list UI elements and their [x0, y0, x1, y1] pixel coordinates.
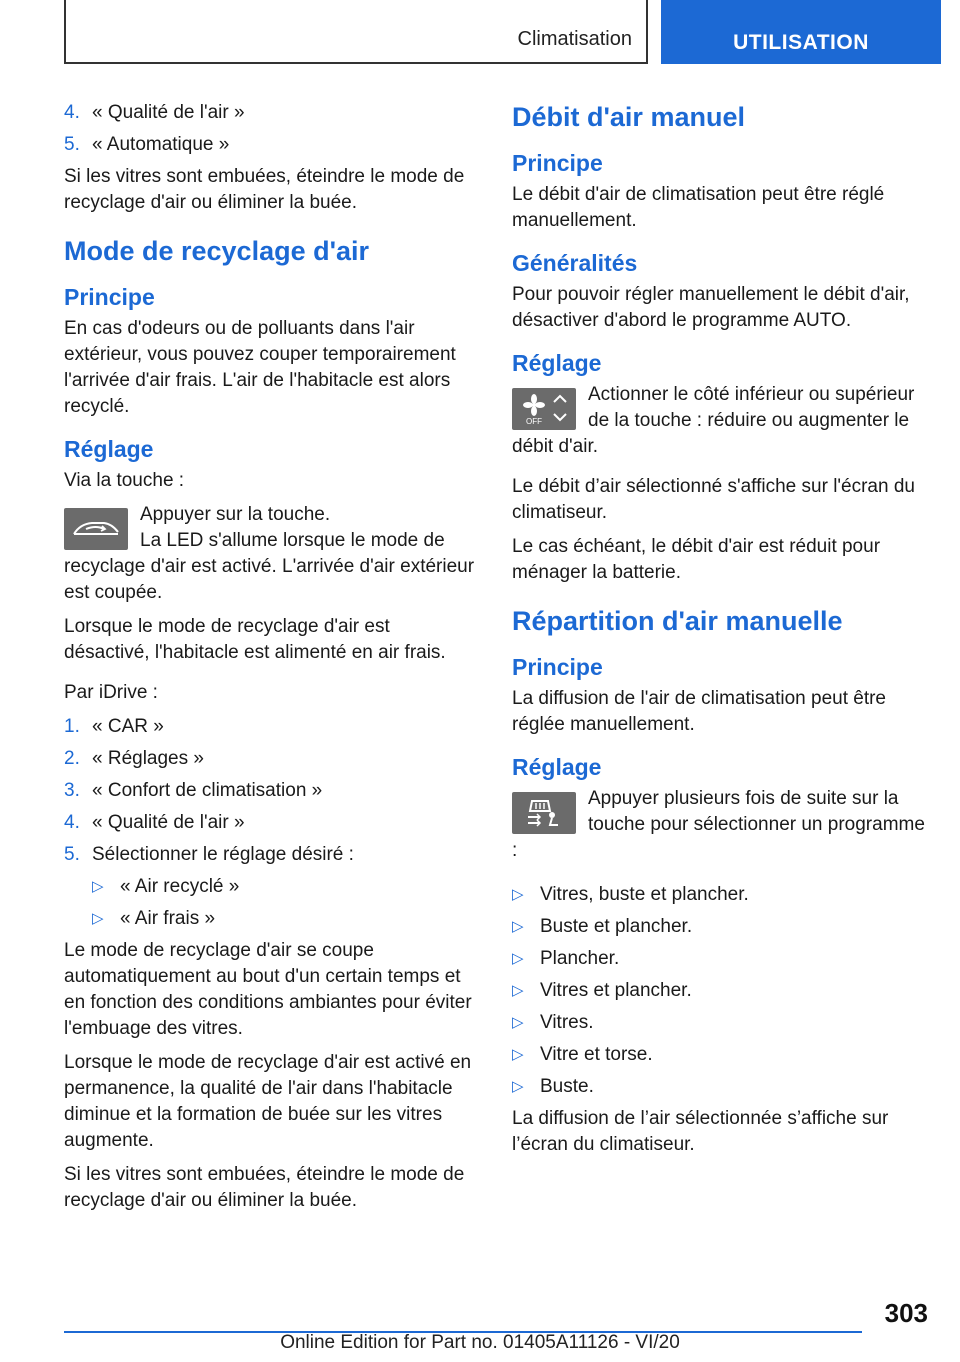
list-item: 3. « Confort de climatisation »	[64, 780, 323, 801]
triangle-bullet-icon: ▷	[512, 982, 524, 999]
program-item: ▷ Vitres et plancher.	[512, 978, 926, 1004]
triangle-bullet-icon: ▷	[512, 1078, 524, 1095]
triangle-bullet-icon: ▷	[92, 878, 104, 895]
footer-edition-text: Online Edition for Part no. 01405A11126 - VI/20	[280, 1332, 680, 1353]
header-box	[64, 0, 648, 64]
triangle-bullet-icon: ▷	[512, 886, 524, 903]
fan-speed-icon	[512, 388, 576, 430]
heading-repartition: Répartition d'air manuelle	[512, 606, 843, 636]
sub-option-item: ▷ « Air recyclé »	[64, 874, 478, 900]
paragraph: La diffusion de l’air sélectionnée s’affiche sur l’écran du climatiseur.	[512, 1108, 889, 1155]
paragraph: Par iDrive :	[64, 682, 158, 703]
heading-reglage: Réglage	[512, 754, 602, 780]
air-distribution-icon	[512, 792, 576, 834]
program-item: ▷ Vitres, buste et plancher.	[512, 882, 926, 908]
page-number: 303	[884, 1298, 928, 1328]
heading-recyclage: Mode de recyclage d'air	[64, 236, 370, 266]
list-item: 4. « Qualité de l'air »	[64, 812, 245, 833]
heading-principe: Principe	[512, 150, 603, 176]
program-item: ▷ Buste.	[512, 1074, 926, 1100]
paragraph: Pour pouvoir régler manuellement le débit d'air, désactiver d'abord le programme AUTO.	[512, 284, 910, 331]
paragraph: Si les vitres sont embuées, éteindre le mode de recyclage d'air ou éliminer la buée.	[64, 1164, 465, 1211]
program-item: ▷ Vitres.	[512, 1010, 926, 1036]
triangle-bullet-icon: ▷	[512, 1014, 524, 1031]
paragraph: Le débit d’air sélectionné s'affiche sur l'écran du climatiseur.	[512, 476, 915, 523]
program-item: ▷ Plancher.	[512, 946, 926, 972]
header-chapter-tab: UTILISATION	[661, 0, 941, 64]
heading-generalites: Généralités	[512, 250, 638, 276]
icon-paragraph: Appuyer plusieurs fois de suite sur la touche pour sélectionner un programme :	[512, 788, 925, 861]
sub-option-item: ▷ « Air frais »	[64, 906, 478, 932]
footer-edition	[0, 1332, 960, 1354]
heading-principe: Principe	[512, 654, 603, 680]
triangle-bullet-icon: ▷	[92, 910, 104, 927]
list-item: 5. « Automatique »	[64, 134, 230, 155]
paragraph: Le débit d'air de climatisation peut être réglé manuellement.	[512, 184, 885, 231]
heading-reglage: Réglage	[64, 436, 154, 462]
triangle-bullet-icon: ▷	[512, 1046, 524, 1063]
paragraph: Le cas échéant, le débit d'air est réduit pour ménager la batterie.	[512, 536, 881, 583]
icon-paragraph: Appuyer sur la touche. La LED s'allume lorsque le mode de recyclage d'air est activé. L'arrivée d'air extérieur est coupée.	[64, 504, 475, 603]
list-item: 5. Sélectionner le réglage désiré :	[64, 844, 354, 865]
paragraph: En cas d'odeurs ou de polluants dans l'air extérieur, vous pouvez couper temporairement l'arrivée d'air frais. L'air de l'habitacle est alors recyclé.	[64, 318, 456, 417]
heading-reglage: Réglage	[512, 350, 602, 376]
fan-off-label: OFF	[526, 417, 542, 426]
program-item: ▷ Vitre et torse.	[512, 1042, 926, 1068]
air-recirculation-icon	[64, 508, 128, 550]
right-column	[512, 100, 926, 1166]
heading-debit: Débit d'air manuel	[512, 102, 745, 132]
heading-principe: Principe	[64, 284, 155, 310]
program-item: ▷ Buste et plancher.	[512, 914, 926, 940]
icon-paragraph: OFF Actionner le côté inférieur ou supérieur de la touche : réduire ou augmenter le débit d'air.	[512, 384, 915, 457]
paragraph: Si les vitres sont embuées, éteindre le mode de recyclage d'air ou éliminer la buée.	[64, 166, 465, 213]
paragraph: Le mode de recyclage d'air se coupe automatiquement au bout d'un certain temps et en fonction des conditions ambiantes pour éviter l'embuage des vitres.	[64, 940, 472, 1039]
list-item: 2. « Réglages »	[64, 748, 204, 769]
paragraph: Lorsque le mode de recyclage d'air est activé en permanence, la qualité de l'air dans l'habitacle diminue et la formation de buée sur les vitres augmente.	[64, 1052, 472, 1151]
list-item: 4. « Qualité de l'air »	[64, 102, 245, 123]
paragraph: Via la touche :	[64, 470, 185, 491]
header-section-title: Climatisation	[517, 28, 632, 50]
left-column	[64, 100, 478, 1222]
paragraph: Lorsque le mode de recyclage d'air est désactivé, l'habitacle est alimenté en air frais.	[64, 616, 446, 663]
paragraph: La diffusion de l'air de climatisation peut être réglée manuellement.	[512, 688, 886, 735]
triangle-bullet-icon: ▷	[512, 950, 524, 967]
triangle-bullet-icon: ▷	[512, 918, 524, 935]
list-item: 1. « CAR »	[64, 716, 164, 737]
